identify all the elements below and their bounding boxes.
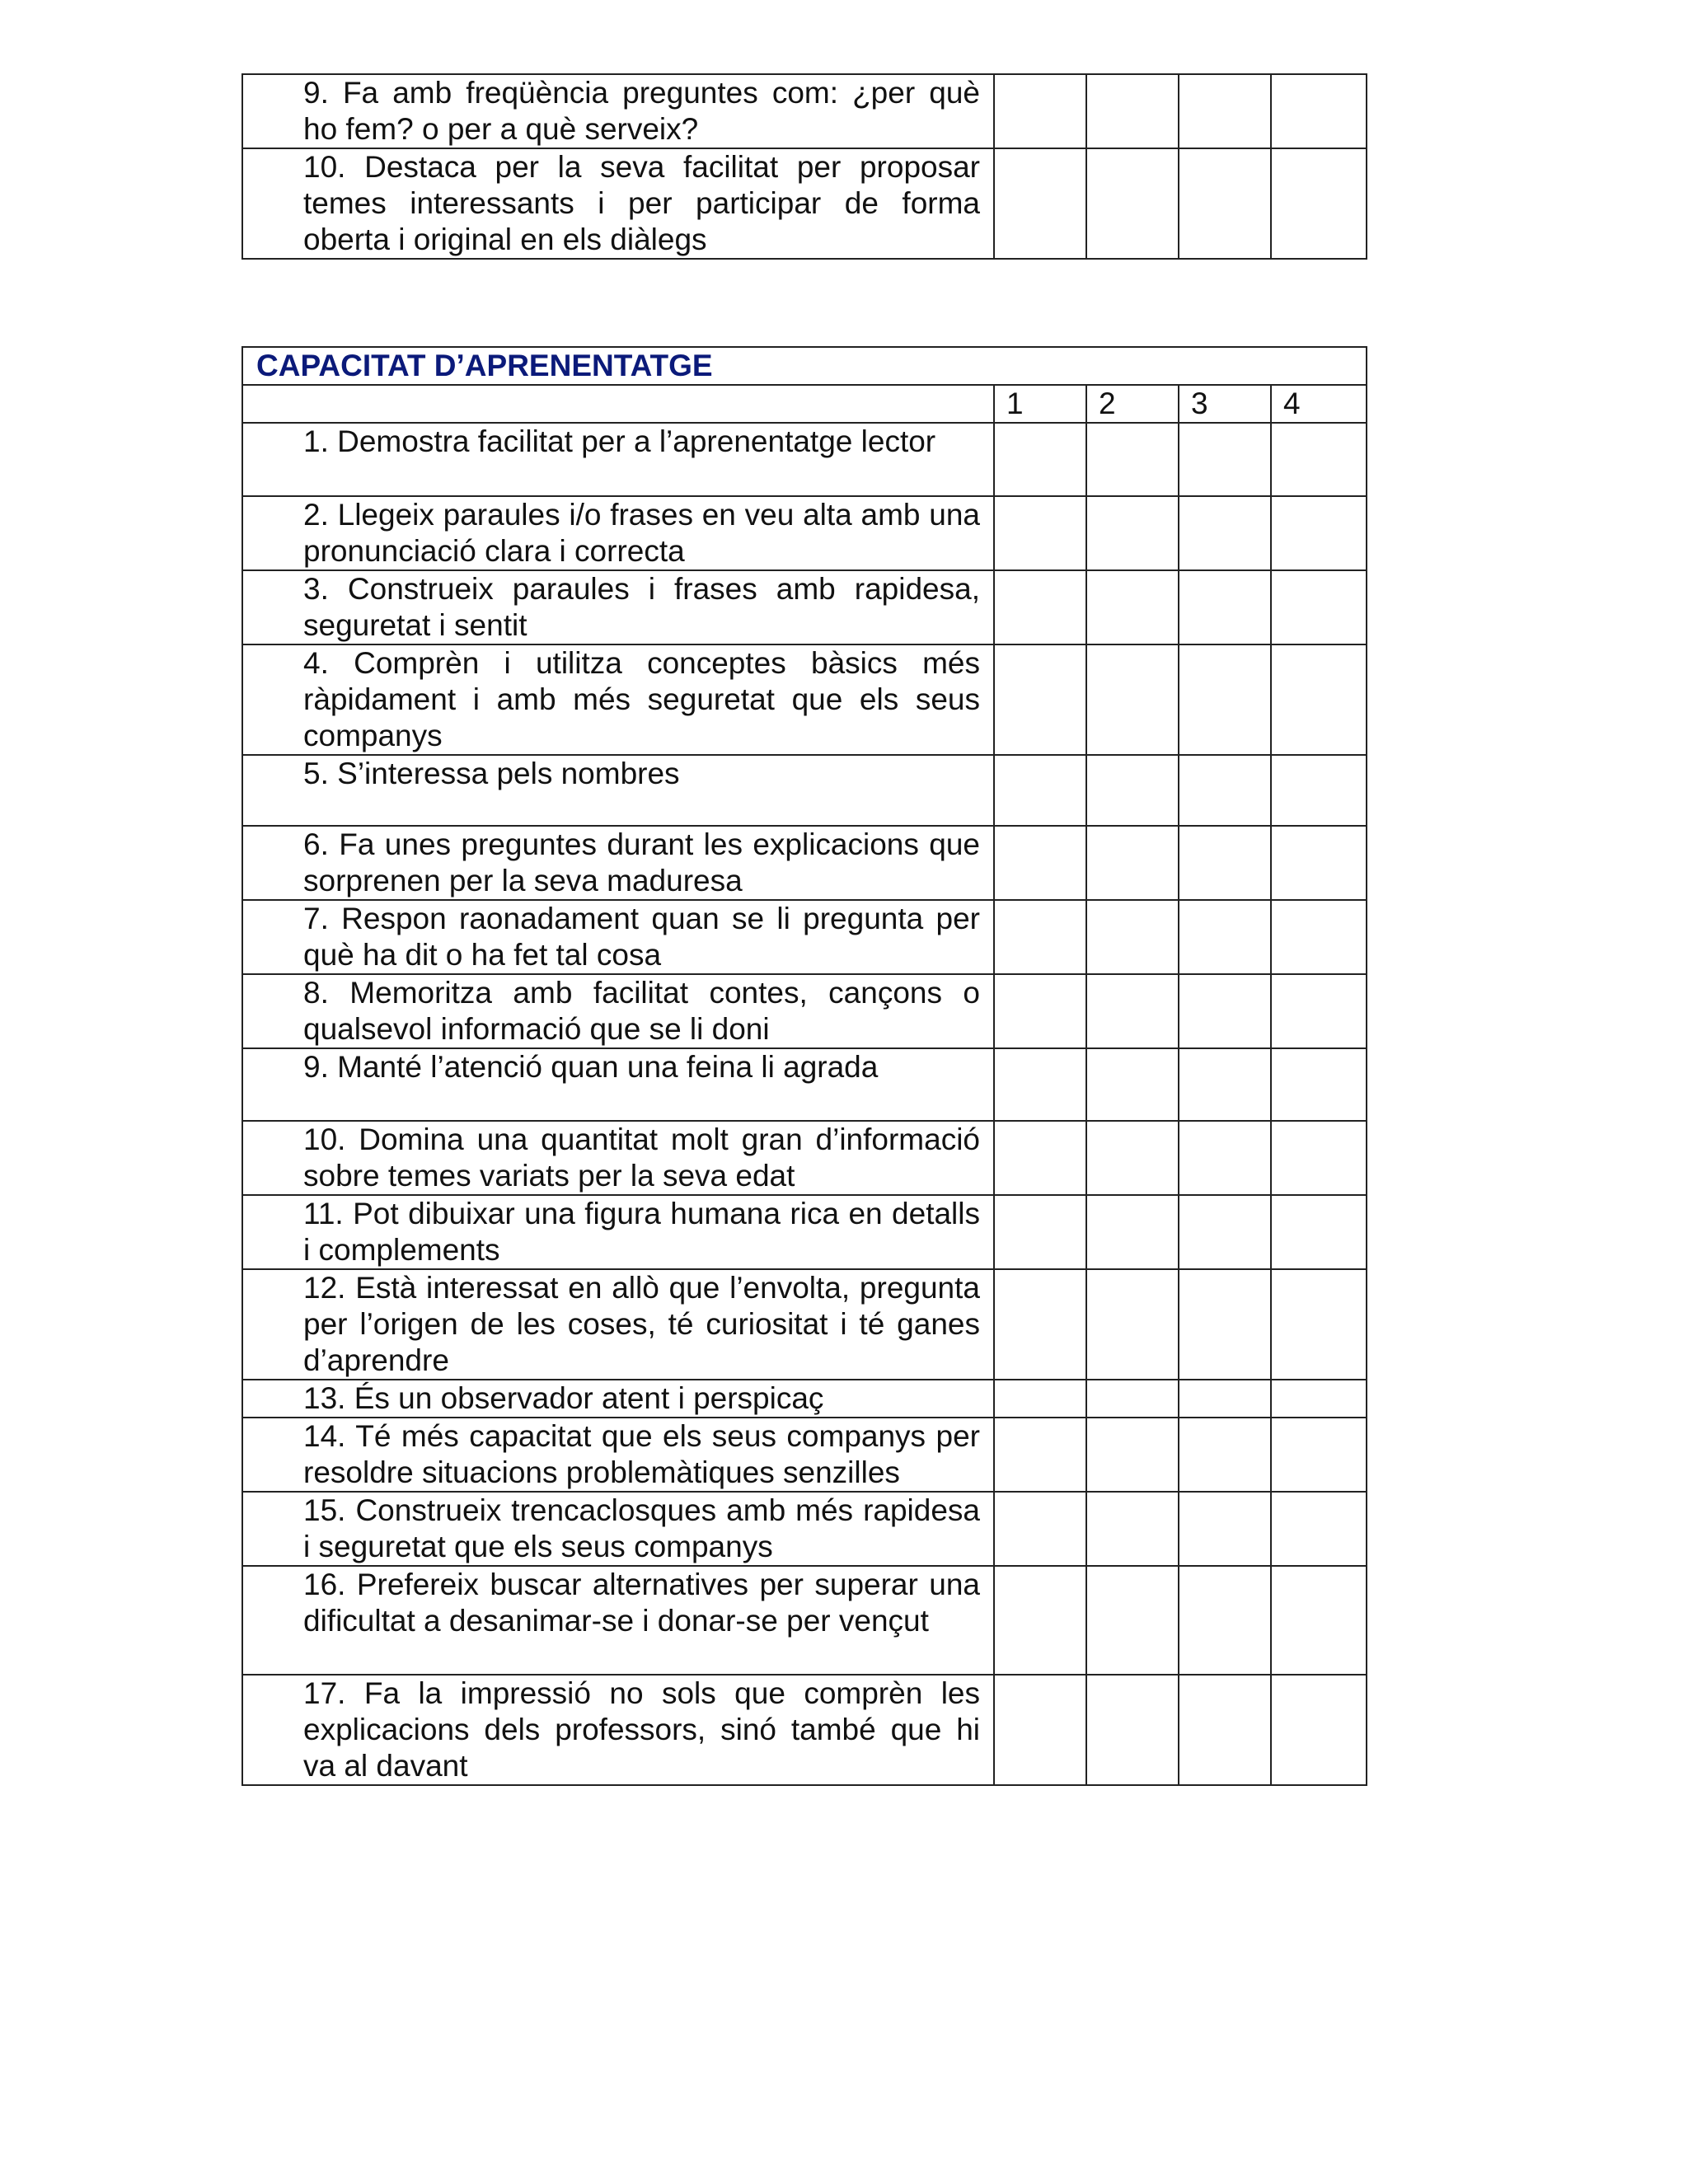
- question-row: [242, 1269, 1367, 1380]
- rating-cell-2[interactable]: [1086, 1418, 1179, 1492]
- rating-cell-4[interactable]: [1271, 755, 1367, 826]
- rating-cell-1[interactable]: [994, 1269, 1086, 1380]
- question-text: 7. Respon raonadament quan se li pregunta per què ha dit o ha fet tal cosa: [242, 900, 994, 974]
- rating-cell-3[interactable]: [1179, 148, 1271, 259]
- rating-cell-3[interactable]: [1179, 1121, 1271, 1195]
- question-row: [242, 1492, 1367, 1566]
- scale-header-row: [242, 385, 1367, 423]
- rating-cell-3[interactable]: [1179, 900, 1271, 974]
- rating-cell-2[interactable]: [1086, 570, 1179, 644]
- question-text: 17. Fa la impressió no sols que comprèn les explicacions dels professors, sinó també que hi va al davant: [242, 1675, 994, 1785]
- question-text: 13. És un observador atent i perspicaç: [242, 1380, 994, 1418]
- question-row: [242, 1121, 1367, 1195]
- question-row: [242, 423, 1367, 496]
- table-body: [242, 347, 1367, 1785]
- rating-cell-2[interactable]: [1086, 423, 1179, 496]
- rating-cell-3[interactable]: [1179, 1048, 1271, 1121]
- rating-cell-4[interactable]: [1271, 826, 1367, 900]
- question-row: [242, 1675, 1367, 1785]
- question-text: 15. Construeix trencaclosques amb més rapidesa i seguretat que els seus companys: [242, 1492, 994, 1566]
- question-row: [242, 1380, 1367, 1418]
- question-text: 16. Prefereix buscar alternatives per superar una dificultat a desanimar-se i donar-se per vençut: [242, 1566, 994, 1675]
- scale-label-2: 2: [1086, 385, 1179, 423]
- rating-cell-1[interactable]: [994, 826, 1086, 900]
- rating-cell-4[interactable]: [1271, 900, 1367, 974]
- question-text: 4. Comprèn i utilitza conceptes bàsics més ràpidament i amb més seguretat que els seus companys: [242, 644, 994, 755]
- learning-capacity-table: [241, 346, 1367, 1786]
- question-text: 6. Fa unes preguntes durant les explicacions que sorprenen per la seva maduresa: [242, 826, 994, 900]
- question-text: 10. Domina una quantitat molt gran d’informació sobre temes variats per la seva edat: [242, 1121, 994, 1195]
- rating-cell-2[interactable]: [1086, 1380, 1179, 1418]
- rating-cell-4[interactable]: [1271, 1492, 1367, 1566]
- rating-cell-4[interactable]: [1271, 1675, 1367, 1785]
- question-row: [242, 755, 1367, 826]
- question-row: [242, 1195, 1367, 1269]
- rating-cell-3[interactable]: [1179, 1418, 1271, 1492]
- rating-cell-4[interactable]: [1271, 1121, 1367, 1195]
- rating-cell-1[interactable]: [994, 1675, 1086, 1785]
- rating-cell-2[interactable]: [1086, 148, 1179, 259]
- rating-cell-4[interactable]: [1271, 423, 1367, 496]
- question-row: [242, 974, 1367, 1048]
- rating-cell-3[interactable]: [1179, 1566, 1271, 1675]
- question-text: 2. Llegeix paraules i/o frases en veu alta amb una pronunciació clara i correcta: [242, 496, 994, 570]
- rating-cell-4[interactable]: [1271, 1269, 1367, 1380]
- rating-cell-4[interactable]: [1271, 644, 1367, 755]
- rating-cell-1[interactable]: [994, 1121, 1086, 1195]
- scale-label-3: 3: [1179, 385, 1271, 423]
- rating-cell-1[interactable]: [994, 1195, 1086, 1269]
- rating-cell-4[interactable]: [1271, 496, 1367, 570]
- rating-cell-1[interactable]: [994, 1048, 1086, 1121]
- question-row: [242, 826, 1367, 900]
- question-text: 11. Pot dibuixar una figura humana rica en detalls i complements: [242, 1195, 994, 1269]
- rating-cell-1[interactable]: [994, 1566, 1086, 1675]
- rating-cell-3[interactable]: [1179, 496, 1271, 570]
- rating-cell-3[interactable]: [1179, 423, 1271, 496]
- rating-cell-2[interactable]: [1086, 974, 1179, 1048]
- scale-header-blank: [242, 385, 994, 423]
- question-text: 9. Fa amb freqüència preguntes com: ¿per què ho fem? o per a què serveix?: [242, 74, 994, 148]
- question-text: 3. Construeix paraules i frases amb rapidesa, seguretat i sentit: [242, 570, 994, 644]
- rating-cell-3[interactable]: [1179, 1269, 1271, 1380]
- rating-cell-1[interactable]: [994, 974, 1086, 1048]
- rating-cell-4[interactable]: [1271, 974, 1367, 1048]
- rating-cell-1[interactable]: [994, 644, 1086, 755]
- question-row: [242, 148, 1367, 259]
- rating-cell-4[interactable]: [1271, 74, 1367, 148]
- rating-cell-4[interactable]: [1271, 1418, 1367, 1492]
- rating-cell-3[interactable]: [1179, 644, 1271, 755]
- scale-label-1: 1: [994, 385, 1086, 423]
- rating-cell-1[interactable]: [994, 74, 1086, 148]
- question-row: [242, 570, 1367, 644]
- question-text: 8. Memoritza amb facilitat contes, cançons o qualsevol informació que se li doni: [242, 974, 994, 1048]
- rating-cell-2[interactable]: [1086, 1048, 1179, 1121]
- question-row: [242, 644, 1367, 755]
- rating-cell-4[interactable]: [1271, 1195, 1367, 1269]
- rating-cell-4[interactable]: [1271, 1566, 1367, 1675]
- question-row: [242, 1048, 1367, 1121]
- question-text: 14. Té més capacitat que els seus companys per resoldre situacions problemàtiques senzilles: [242, 1418, 994, 1492]
- rating-cell-2[interactable]: [1086, 1121, 1179, 1195]
- rating-cell-3[interactable]: [1179, 1675, 1271, 1785]
- rating-cell-2[interactable]: [1086, 644, 1179, 755]
- rating-cell-3[interactable]: [1179, 974, 1271, 1048]
- question-text: 5. S’interessa pels nombres: [242, 755, 994, 826]
- rating-cell-3[interactable]: [1179, 1492, 1271, 1566]
- rating-cell-2[interactable]: [1086, 826, 1179, 900]
- rating-cell-2[interactable]: [1086, 1269, 1179, 1380]
- rating-cell-3[interactable]: [1179, 1380, 1271, 1418]
- rating-cell-1[interactable]: [994, 1380, 1086, 1418]
- rating-cell-1[interactable]: [994, 570, 1086, 644]
- rating-cell-1[interactable]: [994, 900, 1086, 974]
- table-body: [242, 74, 1367, 259]
- section-title-row: [242, 347, 1367, 385]
- rating-cell-1[interactable]: [994, 423, 1086, 496]
- scale-label-4: 4: [1271, 385, 1367, 423]
- rating-cell-4[interactable]: [1271, 148, 1367, 259]
- rating-cell-1[interactable]: [994, 1418, 1086, 1492]
- rating-cell-3[interactable]: [1179, 755, 1271, 826]
- rating-cell-1[interactable]: [994, 496, 1086, 570]
- rating-cell-2[interactable]: [1086, 1492, 1179, 1566]
- rating-cell-1[interactable]: [994, 148, 1086, 259]
- rating-cell-1[interactable]: [994, 1492, 1086, 1566]
- questionnaire-table-continued: [241, 73, 1367, 260]
- rating-cell-4[interactable]: [1271, 570, 1367, 644]
- question-row: [242, 496, 1367, 570]
- question-text: 12. Està interessat en allò que l’envolta, pregunta per l’origen de les coses, té curiositat i té ganes d’aprendre: [242, 1269, 994, 1380]
- rating-cell-3[interactable]: [1179, 826, 1271, 900]
- rating-cell-2[interactable]: [1086, 900, 1179, 974]
- question-row: [242, 1566, 1367, 1675]
- rating-cell-4[interactable]: [1271, 1380, 1367, 1418]
- rating-cell-2[interactable]: [1086, 496, 1179, 570]
- question-text: 1. Demostra facilitat per a l’aprenentatge lector: [242, 423, 994, 496]
- rating-cell-2[interactable]: [1086, 74, 1179, 148]
- rating-cell-2[interactable]: [1086, 1195, 1179, 1269]
- question-row: [242, 74, 1367, 148]
- rating-cell-3[interactable]: [1179, 1195, 1271, 1269]
- rating-cell-3[interactable]: [1179, 570, 1271, 644]
- rating-cell-1[interactable]: [994, 755, 1086, 826]
- section-title: CAPACITAT D’APRENENTATGE: [242, 347, 1367, 385]
- rating-cell-2[interactable]: [1086, 1566, 1179, 1675]
- question-text: 10. Destaca per la seva facilitat per proposar temes interessants i per participar de forma oberta i original en els diàlegs: [242, 148, 994, 259]
- question-row: [242, 1418, 1367, 1492]
- rating-cell-4[interactable]: [1271, 1048, 1367, 1121]
- question-row: [242, 900, 1367, 974]
- question-text: 9. Manté l’atenció quan una feina li agrada: [242, 1048, 994, 1121]
- rating-cell-2[interactable]: [1086, 755, 1179, 826]
- rating-cell-2[interactable]: [1086, 1675, 1179, 1785]
- rating-cell-3[interactable]: [1179, 74, 1271, 148]
